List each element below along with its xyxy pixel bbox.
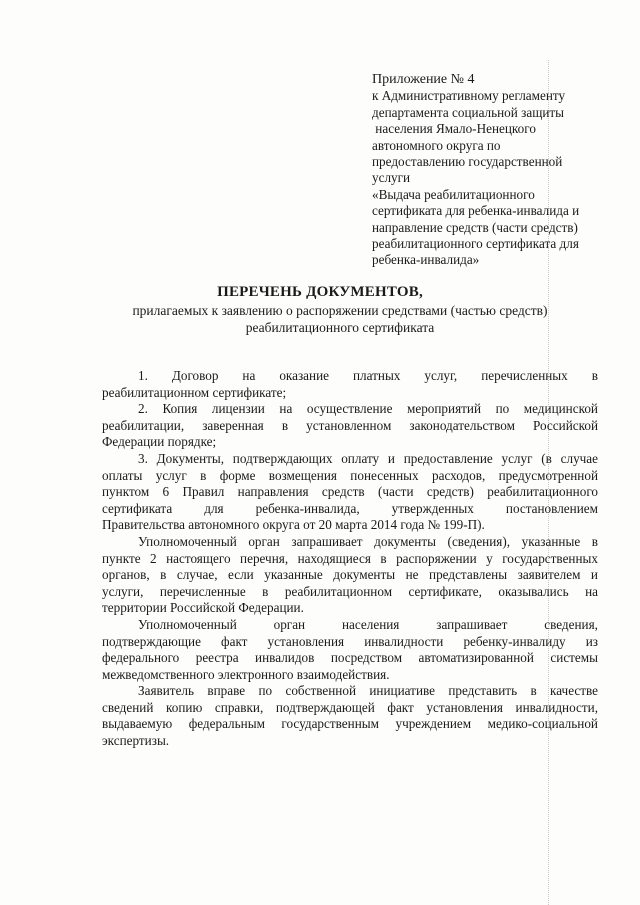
appendix-line: услуги [372, 170, 411, 186]
list-item-3-line: 3. Документы, подтверждающих оплату и предоставление услуг (в случае [138, 450, 598, 466]
paragraph-2-line: федерального реестра инвалидов посредством автоматизированной системы [102, 650, 598, 666]
list-item-3-line: Правительства автономного округа от 20 марта 2014 года № 199-П). [102, 517, 485, 533]
paragraph-2-line: межведомственного электронного взаимодействия. [102, 666, 390, 682]
list-item-2-line: Федерации порядке; [102, 434, 217, 450]
appendix-line: автономного округа по [372, 137, 501, 153]
document-subtitle-line: реабилитационного сертификата [245, 320, 435, 335]
list-item-3-line: сертификата для ребенка-инвалида, утвержденных постановлением [102, 500, 598, 516]
list-item-1-line: 1. Договор на оказание платных услуг, перечисленных в [138, 368, 598, 383]
paragraph-2-line: подтверждающие факт установления инвалидности ребенку-инвалиду из [102, 633, 598, 649]
appendix-line: сертификата для ребенка-инвалида и [372, 203, 580, 219]
list-item-2-line: реабилитации, заверенная в установленном законодательством Российской [102, 417, 598, 433]
appendix-line: департамента социальной защиты [372, 104, 565, 120]
paragraph-1-line: органов, в случае, если указанные документы не представлены заявителем и [102, 567, 598, 583]
paragraph-3-line: сведений копию справки, подтверждающей факт установления инвалидности, [102, 699, 598, 715]
appendix-line: направление средств (части средств) [372, 219, 578, 235]
appendix-line: населения Ямало-Ненецкого [372, 121, 536, 137]
document-subtitle-line: прилагаемых к заявлению о распоряжении средствами (частью средств) [132, 303, 548, 318]
paragraph-1-line: Уполномоченный орган запрашивает документы (сведения), указанные в [138, 533, 598, 549]
paragraph-1-line: территории Российской Федерации. [102, 600, 304, 616]
paragraph-3-line: Заявитель вправе по собственной инициативе представить в качестве [138, 683, 598, 699]
appendix-line: предоставлению государственной [372, 154, 563, 170]
list-item-3-line: оплаты услуг в форме возмещения понесенных расходов, предусмотренной [102, 467, 598, 483]
paragraph-3-line: экспертизы. [102, 733, 170, 749]
paragraph-2-line: Уполномоченный орган населения запрашивает сведения, [138, 616, 598, 632]
document-body [102, 368, 598, 750]
appendix-line: ребенка-инвалида» [372, 252, 480, 268]
list-item-1-line: реабилитационном сертификате; [102, 384, 287, 400]
appendix-block [372, 72, 612, 269]
appendix-line: к Административному регламенту [372, 88, 566, 104]
paragraph-3-line: выдаваемую федеральным государственным учреждением медико-социальной [102, 716, 598, 732]
appendix-number: Приложение № 4 [372, 72, 475, 87]
document-title: ПЕРЕЧЕНЬ ДОКУМЕНТОВ, [217, 284, 423, 300]
list-item-2-line: 2. Копия лицензии на осуществление мероприятий по медицинской [138, 401, 598, 417]
appendix-line: «Выдача реабилитационного [372, 186, 535, 202]
paragraph-1-line: пункте 2 настоящего перечня, находящиеся в распоряжении у государственных [102, 550, 598, 566]
appendix-line: реабилитационного сертификата для [372, 236, 579, 252]
list-item-3-line: пунктом 6 Правил направления средств (части средств) реабилитационного [102, 484, 598, 500]
paragraph-1-line: услуги, перечисленные в реабилитационном сертификате, оказывались на [102, 583, 598, 599]
